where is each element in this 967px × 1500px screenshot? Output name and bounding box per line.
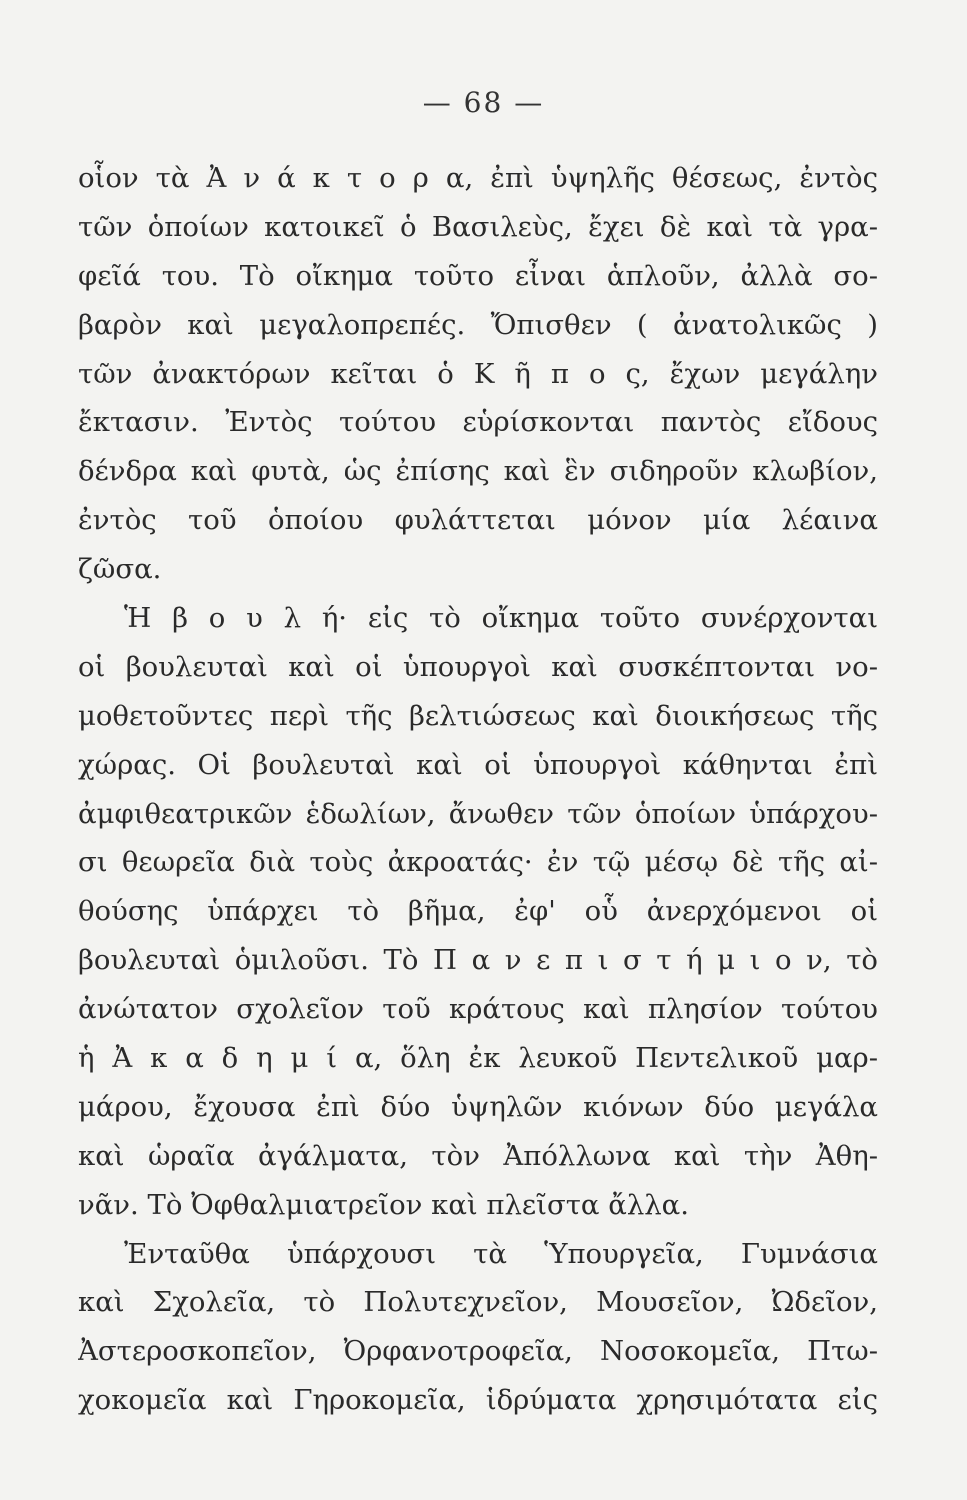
text-line: Ἡ β ο υ λ ή· εἰς τὸ οἴκημα τοῦτο συνέρχονται: [124, 602, 878, 635]
text-line: τῶν ὁποίων κατοικεῖ ὁ Βασιλεὺς, ἔχει δὲ καὶ τὰ γρα-: [78, 210, 878, 243]
text-line: οἱ βουλευταὶ καὶ οἱ ὑπουργοὶ καὶ συσκέπτονται νο-: [78, 650, 878, 683]
text-line: ἐντὸς τοῦ ὁποίου φυλάττεται μόνον μία λέαινα: [78, 504, 878, 537]
text-line: φεῖά του. Τὸ οἴκημα τοῦτο εἶναι ἁπλοῦν, ἀλλὰ σο-: [78, 259, 878, 292]
text-line: νᾶν. Τὸ Ὀφθαλμιατρεῖον καὶ πλεῖστα ἄλλα.: [78, 1188, 689, 1221]
text-line: σι θεωρεῖα διὰ τοὺς ἀκροατάς· ἐν τῷ μέσῳ δὲ τῆς αἰ-: [78, 846, 878, 879]
text-line: δένδρα καὶ φυτὰ, ὡς ἐπίσης καὶ ἓν σιδηροῦν κλωβίον,: [78, 455, 878, 488]
body-text: [78, 154, 878, 1425]
text-line: ζῶσα.: [78, 553, 162, 586]
text-line: οἷον τὰ Ἀ ν ά κ τ ο ρ α, ἐπὶ ὑψηλῆς θέσεως, ἐντὸς: [78, 162, 878, 194]
text-line: καὶ Σχολεῖα, τὸ Πολυτεχνεῖον, Μουσεῖον, Ὠδεῖον,: [78, 1286, 878, 1319]
text-line: ἀνώτατον σχολεῖον τοῦ κράτους καὶ πλησίον τούτου: [78, 993, 878, 1026]
text-line: βαρὸν καὶ μεγαλοπρεπές. Ὄπισθεν ( ἀνατολικῶς ): [78, 308, 878, 341]
text-line: μάρου, ἔχουσα ἐπὶ δύο ὑψηλῶν κιόνων δύο μεγάλα: [78, 1090, 878, 1123]
text-line: ἡ Ἀ κ α δ η μ ί α, ὅλη ἐκ λευκοῦ Πεντελικοῦ μαρ-: [78, 1042, 878, 1075]
text-line: θούσης ὑπάρχει τὸ βῆμα, ἐφ' οὗ ἀνερχόμενοι οἱ: [78, 895, 878, 928]
text-line: βουλευταὶ ὁμιλοῦσι. Τὸ Π α ν ε π ι σ τ ή μ ι ο ν, τὸ: [78, 944, 878, 977]
text-line: ἀμφιθεατρικῶν ἑδωλίων, ἄνωθεν τῶν ὁποίων ὑπάρχου-: [78, 797, 878, 830]
text-line: μοθετοῦντες περὶ τῆς βελτιώσεως καὶ διοικήσεως τῆς: [78, 699, 878, 732]
text-line: Ἀστεροσκοπεῖον, Ὀρφανοτροφεῖα, Νοσοκομεῖα, Πτω-: [78, 1335, 878, 1368]
text-line: χοκομεῖα καὶ Γηροκομεῖα, ἱδρύματα χρησιμότατα εἰς: [78, 1384, 878, 1417]
text-line: τῶν ἀνακτόρων κεῖται ὁ Κ ῆ π ο ς, ἔχων μεγάλην: [78, 357, 878, 390]
text-line: Ἐνταῦθα ὑπάρχουσι τὰ Ὑπουργεῖα, Γυμνάσια: [124, 1237, 878, 1270]
page-number: — 68 —: [422, 86, 545, 119]
text-line: ἔκτασιν. Ἐντὸς τούτου εὑρίσκονται παντὸς εἴδους: [78, 406, 878, 439]
text-line: καὶ ὡραῖα ἀγάλματα, τὸν Ἀπόλλωνα καὶ τὴν Ἀθη-: [78, 1139, 878, 1172]
text-line: χώρας. Οἱ βουλευταὶ καὶ οἱ ὑπουργοὶ κάθηνται ἐπὶ: [78, 748, 878, 781]
